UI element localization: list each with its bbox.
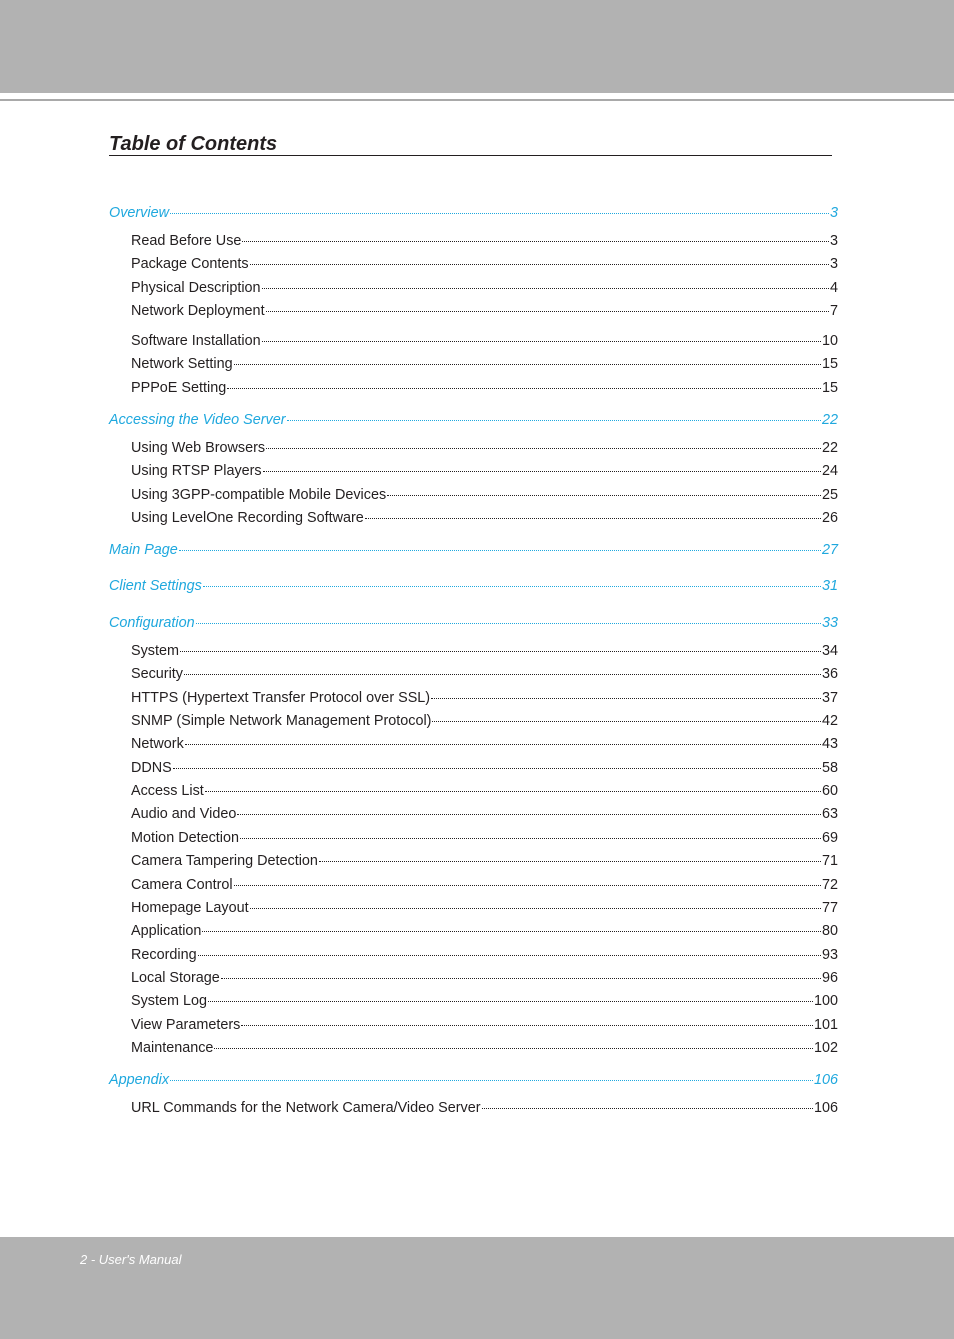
toc-entry-label: Homepage Layout <box>131 900 249 916</box>
toc-entry[interactable] <box>131 689 838 707</box>
dot-leader <box>237 814 821 815</box>
toc-entry[interactable] <box>131 899 838 917</box>
toc-entry-label: Camera Tampering Detection <box>131 853 318 869</box>
toc-entry-label: Recording <box>131 947 197 963</box>
dot-leader <box>234 364 821 365</box>
toc-entry-page: 58 <box>821 760 838 776</box>
dot-leader <box>196 623 821 624</box>
toc-section[interactable] <box>109 541 838 559</box>
dot-leader <box>241 1025 813 1026</box>
toc-entry[interactable] <box>131 712 838 730</box>
toc-entry-label: Appendix <box>109 1072 170 1088</box>
toc-entry-page: 31 <box>821 578 838 594</box>
toc-entry-label: URL Commands for the Network Camera/Video Server <box>131 1100 481 1116</box>
dot-leader <box>184 674 821 675</box>
toc-entry-page: 71 <box>821 853 838 869</box>
toc-entry-label: Access List <box>131 783 204 799</box>
toc-entry-page: 93 <box>821 947 838 963</box>
toc-entry-page: 101 <box>813 1017 838 1033</box>
toc-entry-label: View Parameters <box>131 1017 241 1033</box>
dot-leader <box>173 768 821 769</box>
page-title: Table of Contents <box>109 133 278 155</box>
dot-leader <box>198 955 821 956</box>
toc-entry-label: System <box>131 643 179 659</box>
toc-entry[interactable] <box>131 805 838 823</box>
toc-entry-page: 3 <box>829 205 838 221</box>
toc-entry-page: 106 <box>813 1100 838 1116</box>
dot-leader <box>170 213 829 214</box>
toc-entry-label: Audio and Video <box>131 806 237 822</box>
toc-entry-page: 4 <box>829 280 838 296</box>
toc-entry[interactable] <box>131 379 838 397</box>
toc-entry-label: System Log <box>131 993 207 1009</box>
toc-entry-label: Package Contents <box>131 256 249 272</box>
toc-entry[interactable] <box>131 946 838 964</box>
toc-entry-label: Client Settings <box>109 578 202 594</box>
toc-entry-page: 63 <box>821 806 838 822</box>
toc-entry-label: Software Installation <box>131 333 261 349</box>
toc-entry[interactable] <box>131 355 838 373</box>
toc-entry-page: 80 <box>821 923 838 939</box>
toc-section[interactable] <box>109 1071 838 1089</box>
dot-leader <box>319 861 821 862</box>
toc-entry[interactable] <box>131 665 838 683</box>
toc-entry[interactable] <box>131 1016 838 1034</box>
toc-section[interactable] <box>109 204 838 222</box>
dot-leader <box>234 885 821 886</box>
toc-entry-label: Network Deployment <box>131 303 265 319</box>
toc-entry-page: 15 <box>821 356 838 372</box>
toc-entry-label: Camera Control <box>131 877 233 893</box>
toc-entry-label: Security <box>131 666 183 682</box>
toc-entry-label: Local Storage <box>131 970 220 986</box>
toc-entry-page: 100 <box>813 993 838 1009</box>
toc-entry[interactable] <box>131 1099 838 1117</box>
dot-leader <box>180 651 821 652</box>
toc-entry[interactable] <box>131 829 838 847</box>
dot-leader <box>266 311 829 312</box>
toc-entry-page: 15 <box>821 380 838 396</box>
dot-leader <box>387 495 821 496</box>
dot-leader <box>250 264 829 265</box>
toc-entry-page: 27 <box>821 542 838 558</box>
toc-entry-page: 33 <box>821 615 838 631</box>
dot-leader <box>365 518 821 519</box>
dot-leader <box>227 388 821 389</box>
dot-leader <box>431 698 821 699</box>
toc-entry-label: Motion Detection <box>131 830 239 846</box>
dot-leader <box>221 978 821 979</box>
toc-entry-page: 26 <box>821 510 838 526</box>
dot-leader <box>170 1080 813 1081</box>
toc-entry[interactable] <box>131 782 838 800</box>
toc-entry[interactable] <box>131 642 838 660</box>
toc-entry-label: SNMP (Simple Network Management Protocol) <box>131 713 432 729</box>
toc-entry-page: 22 <box>821 412 838 428</box>
dot-leader <box>266 448 821 449</box>
toc-entry-page: 36 <box>821 666 838 682</box>
toc-entry-label: Using 3GPP-compatible Mobile Devices <box>131 487 387 503</box>
toc-entry[interactable] <box>131 759 838 777</box>
toc-entry[interactable] <box>131 922 838 940</box>
toc-section[interactable] <box>109 614 838 632</box>
toc-entry-page: 10 <box>821 333 838 349</box>
toc-entry[interactable] <box>131 439 838 457</box>
dot-leader <box>242 241 829 242</box>
dot-leader <box>432 721 821 722</box>
toc-entry-page: 43 <box>821 736 838 752</box>
toc-entry-label: DDNS <box>131 760 172 776</box>
toc-entry-label: Maintenance <box>131 1040 214 1056</box>
toc-entry-label: Using LevelOne Recording Software <box>131 510 364 526</box>
toc-entry-label: Network Setting <box>131 356 233 372</box>
toc-entry[interactable] <box>131 279 838 297</box>
toc-entry[interactable] <box>131 486 838 504</box>
toc-entry-page: 37 <box>821 690 838 706</box>
toc-entry-label: Main Page <box>109 542 178 558</box>
dot-leader <box>240 838 821 839</box>
toc-entry-page: 24 <box>821 463 838 479</box>
toc-entry[interactable] <box>131 735 838 753</box>
toc-entry[interactable] <box>131 969 838 987</box>
toc-entry[interactable] <box>131 302 838 320</box>
toc-entry-page: 3 <box>829 233 838 249</box>
toc-entry[interactable] <box>131 332 838 350</box>
dot-leader <box>263 471 821 472</box>
toc-entry-label: Accessing the Video Server <box>109 412 286 428</box>
toc-entry[interactable] <box>131 852 838 870</box>
toc-entry-label: Network <box>131 736 184 752</box>
toc-entry-label: Physical Description <box>131 280 261 296</box>
toc-entry-page: 77 <box>821 900 838 916</box>
toc-entry-page: 102 <box>813 1040 838 1056</box>
toc-entry-page: 69 <box>821 830 838 846</box>
dot-leader <box>482 1108 813 1109</box>
dot-leader <box>202 931 821 932</box>
toc-entry-page: 96 <box>821 970 838 986</box>
dot-leader <box>250 908 821 909</box>
toc-entry[interactable] <box>131 509 838 527</box>
toc-section[interactable] <box>109 577 838 595</box>
dot-leader <box>208 1001 813 1002</box>
toc-entry-label: Using RTSP Players <box>131 463 262 479</box>
toc-entry-label: PPPoE Setting <box>131 380 227 396</box>
dot-leader <box>203 586 821 587</box>
toc-entry-page: 42 <box>821 713 838 729</box>
toc-entry[interactable] <box>131 255 838 273</box>
toc-entry-page: 7 <box>829 303 838 319</box>
toc-entry-page: 72 <box>821 877 838 893</box>
toc-entry[interactable] <box>131 462 838 480</box>
dot-leader <box>205 791 821 792</box>
toc-entry-label: Using Web Browsers <box>131 440 266 456</box>
toc-entry-page: 60 <box>821 783 838 799</box>
toc-entry-page: 106 <box>813 1072 838 1088</box>
toc-entry-page: 22 <box>821 440 838 456</box>
dot-leader <box>262 341 821 342</box>
dot-leader <box>262 288 829 289</box>
toc-entry[interactable] <box>131 992 838 1010</box>
dot-leader <box>185 744 821 745</box>
toc-entry-label: Read Before Use <box>131 233 242 249</box>
page-footer: 2 - User's Manual <box>80 1252 182 1267</box>
toc-entry-page: 34 <box>821 643 838 659</box>
toc-entry-page: 3 <box>829 256 838 272</box>
toc-entry[interactable] <box>131 232 838 250</box>
dot-leader <box>287 420 821 421</box>
toc-entry-label: Application <box>131 923 202 939</box>
dot-leader <box>179 550 821 551</box>
toc-entry-page: 25 <box>821 487 838 503</box>
toc-entry-label: Configuration <box>109 615 195 631</box>
toc-entry[interactable] <box>131 1039 838 1057</box>
toc-section[interactable] <box>109 411 838 429</box>
dot-leader <box>214 1048 813 1049</box>
toc-entry[interactable] <box>131 876 838 894</box>
toc-entry-label: Overview <box>109 205 169 221</box>
toc-entry-label: HTTPS (Hypertext Transfer Protocol over SSL) <box>131 690 431 706</box>
